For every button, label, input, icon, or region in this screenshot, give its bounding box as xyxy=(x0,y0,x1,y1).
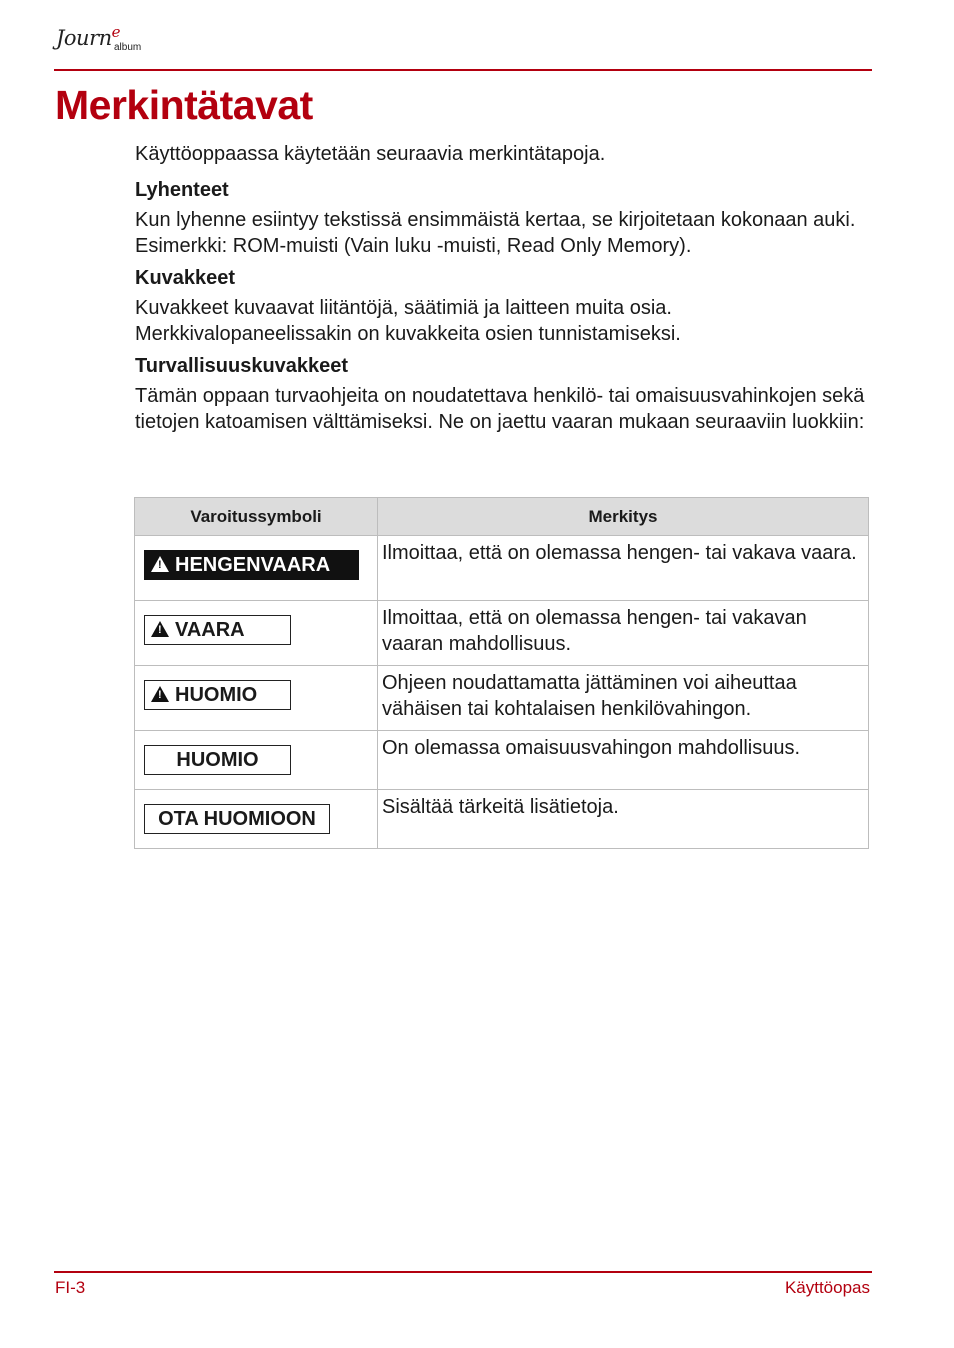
warning-triangle-icon xyxy=(151,686,169,702)
section-heading: Kuvakkeet xyxy=(135,267,236,289)
warning-triangle-icon xyxy=(151,556,169,572)
section-abbreviations xyxy=(135,177,875,259)
header-rule xyxy=(54,69,872,71)
section-safety-icons xyxy=(135,353,875,435)
meaning-cell: Sisältää tärkeitä lisätietoja. xyxy=(378,790,869,849)
table-header-row xyxy=(135,498,869,536)
symbol-cell xyxy=(135,666,378,731)
section-heading: Turvallisuuskuvakkeet xyxy=(135,355,349,377)
symbol-cell xyxy=(135,601,378,666)
table-row xyxy=(135,731,869,790)
intro-paragraph: Käyttöoppaassa käytetään seuraavia merkintätapoja. xyxy=(135,143,606,165)
badge-label: HUOMIO xyxy=(175,684,258,706)
table-row xyxy=(135,601,869,666)
meaning-cell: Ilmoittaa, että on olemassa hengen- tai vakavan vaaran mahdollisuus. xyxy=(378,601,869,666)
table-row xyxy=(135,536,869,601)
notice-badge xyxy=(144,745,291,775)
footer-rule xyxy=(54,1271,872,1273)
warning-badge xyxy=(144,615,291,645)
table-row xyxy=(135,666,869,731)
table-header-symbol: Varoitussymboli xyxy=(135,498,378,536)
badge-label: HENGENVAARA xyxy=(175,554,331,576)
meaning-cell: On olemassa omaisuusvahingon mahdollisuus. xyxy=(378,731,869,790)
caution-badge xyxy=(144,680,291,710)
logo-album-text: album xyxy=(114,42,142,53)
meaning-cell: Ohjeen noudattamatta jättäminen voi aiheuttaa vähäisen tai kohtalaisen henkilövahingon. xyxy=(378,666,869,731)
section-body: Kuvakkeet kuvaavat liitäntöjä, säätimiä ja laitteen muita osia. Merkkivalopaneelissakin on kuvakkeita osien tunnistamiseksi. xyxy=(135,297,681,345)
meaning-cell: Ilmoittaa, että on olemassa hengen- tai vakava vaara. xyxy=(378,536,869,601)
danger-badge xyxy=(144,550,359,580)
warning-triangle-icon xyxy=(151,621,169,637)
safety-symbol-table xyxy=(134,497,869,849)
table-header-meaning: Merkitys xyxy=(378,498,869,536)
section-body: Kun lyhenne esiintyy tekstissä ensimmäistä kertaa, se kirjoitetaan kokonaan auki. Esimerkki: ROM-muisti (Vain luku -muisti, Read Only Memory). xyxy=(135,209,856,257)
symbol-cell xyxy=(135,536,378,601)
body-content xyxy=(135,141,875,441)
logo-script: Journ$^e$ xyxy=(56,23,121,50)
section-heading: Lyhenteet xyxy=(135,179,229,201)
symbol-cell xyxy=(135,731,378,790)
badge-label: HUOMIO xyxy=(176,749,259,771)
section-icons xyxy=(135,265,875,347)
badge-label: OTA HUOMIOON xyxy=(158,808,316,830)
page-number: FI-3 xyxy=(55,1278,86,1297)
page-title: Merkintätavat xyxy=(55,82,313,128)
symbol-cell xyxy=(135,790,378,849)
note-badge xyxy=(144,804,330,834)
badge-label: VAARA xyxy=(175,619,245,641)
section-body: Tämän oppaan turvaohjeita on noudatettava henkilö- tai omaisuusvahinkojen sekä tietojen katoamisen välttämiseksi. Ne on jaettu vaaran mukaan seuraaviin luokkiin: xyxy=(135,385,865,433)
journe-album-logo xyxy=(56,24,156,64)
table-row xyxy=(135,790,869,849)
document-name: Käyttöopas xyxy=(784,1278,870,1297)
